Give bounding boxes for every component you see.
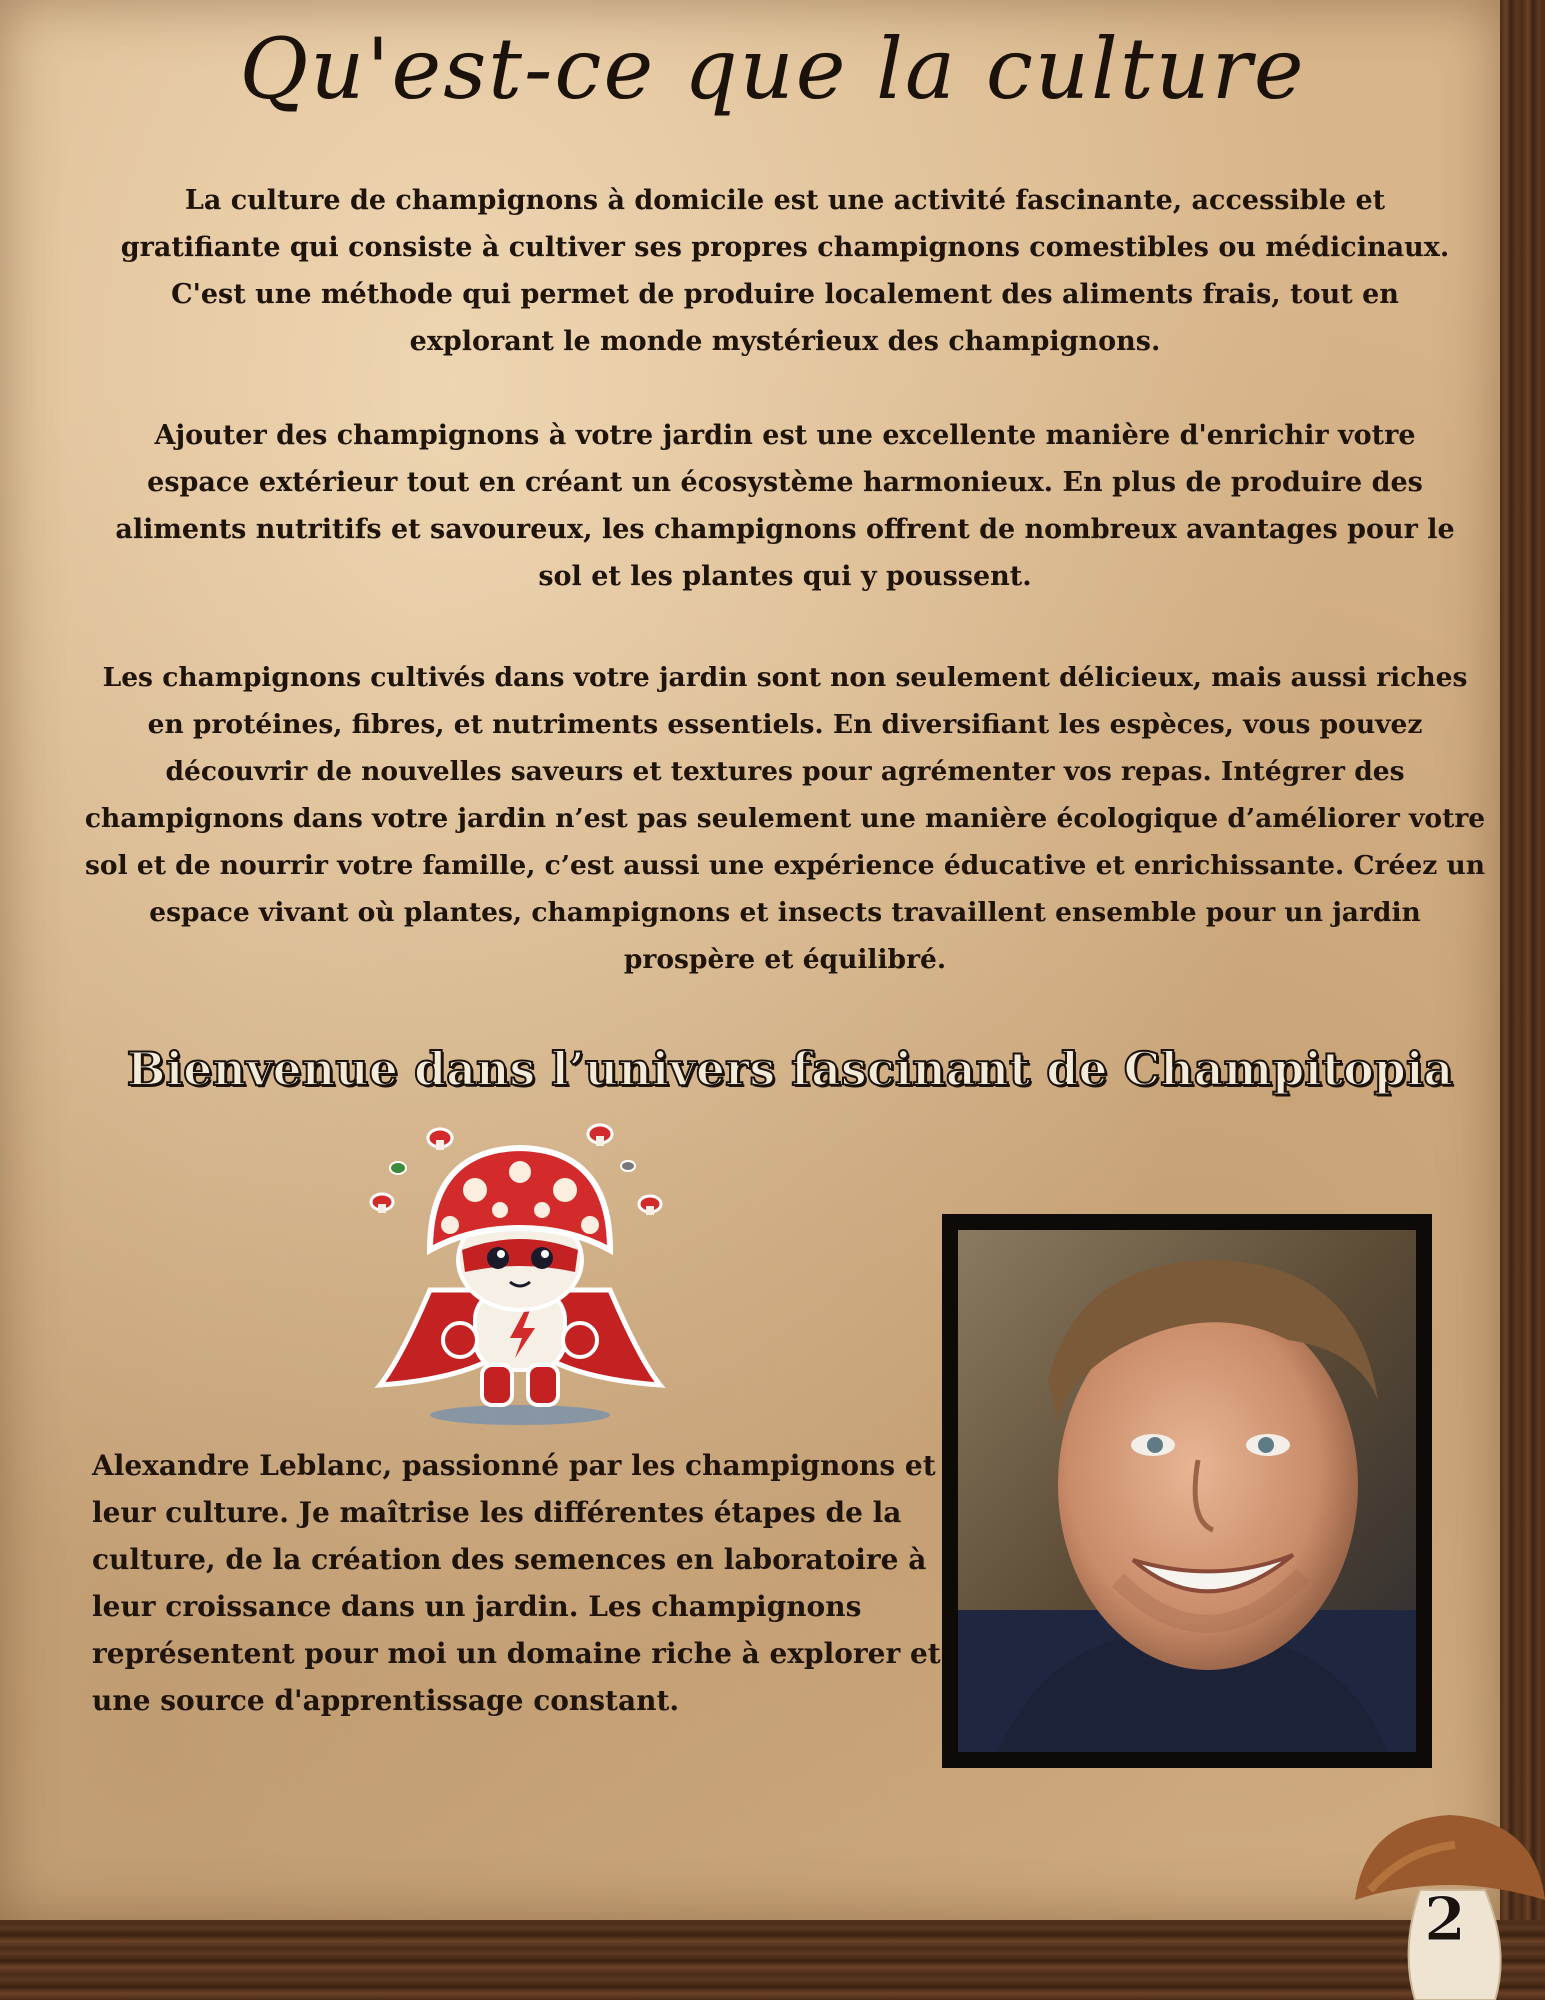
page-number: 2: [1424, 1885, 1466, 1955]
wood-frame-right: [1500, 0, 1545, 2000]
benefits-paragraph: Les champignons cultivés dans votre jardin sont non seulement délicieux, mais aussi riches en protéines, fibres, et nutriments essentiels. En diversifiant les espèces, vous pouvez découvrir de nouvelles saveurs et textures pour agrémenter vos repas. Intégrer des champignons dans votre jardin n’est pas seulement une manière écologique d’améliorer votre sol et de nourrir votre famille, c’est aussi une expérience éducative et enrichissante. Créez un espace vivant où plantes, champignons et insects travaillent ensemble pour un jardin prospère et équilibré.: [84, 662, 1486, 975]
portrait-frame: [942, 1214, 1432, 1768]
garden-paragraph: Ajouter des champignons à votre jardin est une excellente manière d'enrichir votre espace extérieur tout en créant un écosystème harmonieux. En plus de produire des aliments nutritifs et savoureux, les champignons offrent de nombreux avantages pour le sol et les plantes qui y poussent.: [115, 420, 1455, 592]
author-bio: Alexandre Leblanc, passionné par les champignons et leur culture. Je maîtrise les différentes étapes de la culture, de la création des semences en laboratoire à leur croissance dans un jardin. Les champignons représentent pour moi un domaine riche à explorer et une source d'apprentissage constant.: [92, 1449, 941, 1717]
welcome-heading: Bienvenue dans l’univers fascinant de Champitopia: [126, 1042, 1454, 1096]
mushroom-superhero-icon: [360, 1110, 680, 1430]
page-title: Qu'est-ce que la culture: [239, 20, 1306, 118]
wood-frame-bottom: [0, 1920, 1545, 2000]
author-portrait: [958, 1230, 1416, 1752]
intro-paragraph: La culture de champignons à domicile est une activité fascinante, accessible et gratifiante qui consiste à cultiver ses propres champignons comestibles ou médicinaux. C'est une méthode qui permet de produire localement des aliments frais, tout en explorant le monde mystérieux des champignons.: [120, 185, 1450, 357]
